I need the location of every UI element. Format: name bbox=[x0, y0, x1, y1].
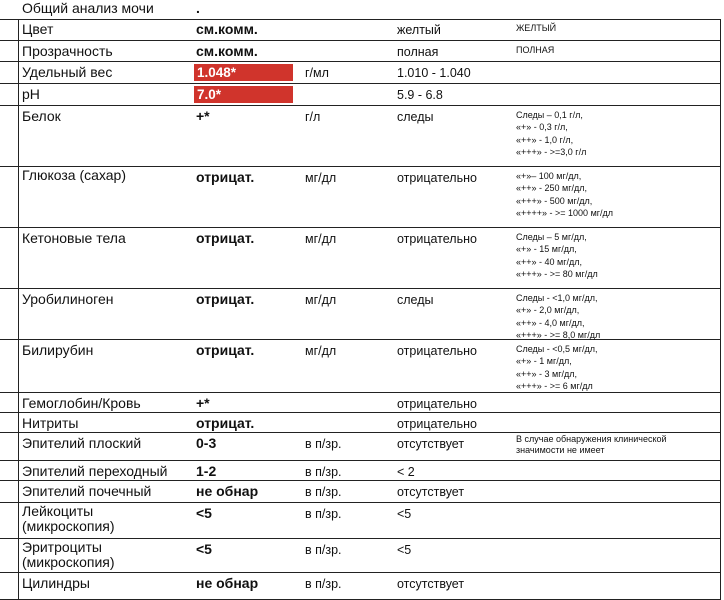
reference-range: отсутствует bbox=[397, 437, 465, 451]
reference-range: следы bbox=[397, 293, 434, 307]
reference-note-line: «+++» - >= 80 мг/дл bbox=[516, 269, 598, 280]
table-row bbox=[0, 433, 720, 461]
reference-range: <5 bbox=[397, 507, 412, 521]
test-name: Нитриты bbox=[22, 415, 79, 431]
reference-range: 1.010 - 1.040 bbox=[397, 66, 471, 80]
test-unit: мг/дл bbox=[305, 293, 337, 307]
reference-range: отсутствует bbox=[397, 485, 465, 499]
test-value: 1-2 bbox=[196, 463, 217, 479]
report-title: Общий анализ мочи bbox=[22, 0, 154, 16]
report-title-row bbox=[0, 0, 720, 20]
table-row bbox=[0, 167, 720, 228]
reference-note bbox=[516, 106, 586, 159]
reference-range: отрицательно bbox=[397, 171, 477, 185]
reference-note-line: «++++» - >= 1000 мг/дл bbox=[516, 208, 614, 219]
test-name: Удельный вес bbox=[22, 64, 113, 80]
test-value: +* bbox=[196, 395, 210, 411]
table-row bbox=[0, 573, 720, 600]
reference-note-line: «+» - 2,0 мг/дл, bbox=[516, 305, 580, 316]
reference-note-line: «+» - 0,3 г/л, bbox=[516, 122, 568, 133]
reference-note-line: «+++» - >= 8,0 мг/дл bbox=[516, 330, 601, 341]
reference-note-line: «++» - 4,0 мг/дл, bbox=[516, 317, 585, 328]
test-unit: в п/зр. bbox=[305, 465, 342, 479]
test-unit: г/мл bbox=[305, 66, 329, 80]
table-row bbox=[0, 228, 720, 289]
reference-note-line: Следы – 5 мг/дл, bbox=[516, 232, 587, 242]
test-name: Глюкоза (сахар) bbox=[22, 167, 126, 183]
test-value: <5 bbox=[196, 505, 212, 521]
test-name: pH bbox=[22, 86, 40, 102]
table-row bbox=[0, 413, 720, 433]
test-value: не обнар bbox=[196, 575, 259, 591]
test-value: 0-3 bbox=[196, 435, 217, 451]
table-row bbox=[0, 19, 720, 41]
reference-note-line: ЖЕЛТЫЙ bbox=[516, 23, 557, 33]
test-name: Гемоглобин/Кровь bbox=[22, 395, 141, 411]
reference-note bbox=[516, 289, 600, 342]
reference-note-line: «+» - 1 мг/дл, bbox=[516, 356, 572, 367]
table-row bbox=[0, 481, 720, 503]
table-row bbox=[0, 340, 720, 393]
test-unit: мг/дл bbox=[305, 232, 337, 246]
test-name: Билирубин bbox=[22, 342, 94, 358]
test-name: Эпителий почечный bbox=[22, 483, 152, 499]
reference-note bbox=[516, 433, 716, 456]
reference-note bbox=[516, 167, 613, 220]
test-value: см.комм. bbox=[196, 21, 258, 37]
reference-range: отрицательно bbox=[397, 232, 477, 246]
reference-note bbox=[516, 41, 554, 56]
reference-note-line: «++» - 250 мг/дл, bbox=[516, 183, 588, 194]
test-unit: в п/зр. bbox=[305, 577, 342, 591]
test-value: отрицат. bbox=[196, 230, 255, 246]
table-border bbox=[18, 19, 19, 600]
test-name: Уробилиноген bbox=[22, 291, 114, 307]
reference-note-line: «++» - 3 мг/дл, bbox=[516, 368, 578, 379]
test-value-abnormal: 1.048* bbox=[194, 64, 293, 81]
test-value: не обнар bbox=[196, 483, 259, 499]
test-unit: мг/дл bbox=[305, 344, 337, 358]
table-row bbox=[0, 539, 720, 573]
reference-range: отсутствует bbox=[397, 577, 465, 591]
reference-note-line: «+»– 100 мг/дл, bbox=[516, 171, 582, 181]
reference-note bbox=[516, 19, 556, 34]
reference-range: <5 bbox=[397, 543, 412, 557]
reference-note-line: В случае обнаружения клинической значимости не имеет bbox=[516, 434, 667, 455]
reference-note-line: Следы - <0,5 мг/дл, bbox=[516, 344, 598, 354]
test-value: отрицат. bbox=[196, 415, 255, 431]
test-name: Эпителий переходный bbox=[22, 463, 168, 479]
test-value: отрицат. bbox=[196, 291, 255, 307]
test-unit: мг/дл bbox=[305, 171, 337, 185]
reference-note-line: ПОЛНАЯ bbox=[516, 45, 555, 55]
table-border bbox=[720, 19, 721, 600]
table-row bbox=[0, 106, 720, 167]
test-value-abnormal: 7.0* bbox=[194, 86, 293, 103]
reference-note-line: «+++» - 500 мг/дл, bbox=[516, 195, 593, 206]
table-row bbox=[0, 84, 720, 106]
test-unit: в п/зр. bbox=[305, 507, 342, 521]
reference-note-line: Следы - <1,0 мг/дл, bbox=[516, 293, 598, 303]
reference-note bbox=[516, 340, 598, 393]
test-value: <5 bbox=[196, 541, 212, 557]
reference-range: отрицательно bbox=[397, 344, 477, 358]
reference-note-line: «+++» - >=3,0 г/л bbox=[516, 147, 587, 158]
reference-note-line: «+» - 15 мг/дл, bbox=[516, 244, 577, 255]
reference-note-line: «+++» - >= 6 мг/дл bbox=[516, 381, 593, 392]
table-row bbox=[0, 62, 720, 84]
test-value: см.комм. bbox=[196, 43, 258, 59]
table-row bbox=[0, 41, 720, 62]
table-row bbox=[0, 393, 720, 413]
reference-note-line: Следы – 0,1 г/л, bbox=[516, 110, 583, 120]
reference-note-line: «++» - 1,0 г/л, bbox=[516, 134, 574, 145]
test-name: Белок bbox=[22, 108, 61, 124]
test-unit: г/л bbox=[305, 110, 321, 124]
test-name: Цилиндры bbox=[22, 575, 90, 591]
report-title-dot: . bbox=[196, 0, 200, 16]
reference-range: желтый bbox=[397, 23, 441, 37]
reference-range: 5.9 - 6.8 bbox=[397, 88, 443, 102]
reference-range: полная bbox=[397, 45, 439, 59]
test-name: Цвет bbox=[22, 21, 54, 37]
test-value: отрицат. bbox=[196, 342, 255, 358]
reference-range: следы bbox=[397, 110, 434, 124]
test-name: Эпителий плоский bbox=[22, 435, 142, 451]
test-unit: в п/зр. bbox=[305, 485, 342, 499]
reference-range: отрицательно bbox=[397, 417, 477, 431]
test-value: +* bbox=[196, 108, 210, 124]
test-name: Прозрачность bbox=[22, 43, 113, 59]
table-row bbox=[0, 461, 720, 481]
test-name: Лейкоциты (микроскопия) bbox=[22, 503, 115, 534]
test-name: Кетоновые тела bbox=[22, 230, 126, 246]
test-unit: в п/зр. bbox=[305, 543, 342, 557]
reference-range: отрицательно bbox=[397, 397, 477, 411]
reference-note-line: «++» - 40 мг/дл, bbox=[516, 256, 583, 267]
table-row bbox=[0, 289, 720, 340]
reference-range: < 2 bbox=[397, 465, 415, 479]
reference-note bbox=[516, 228, 598, 281]
test-name: Эритроциты (микроскопия) bbox=[22, 539, 115, 570]
table-row bbox=[0, 503, 720, 539]
test-value: отрицат. bbox=[196, 169, 255, 185]
test-unit: в п/зр. bbox=[305, 437, 342, 451]
